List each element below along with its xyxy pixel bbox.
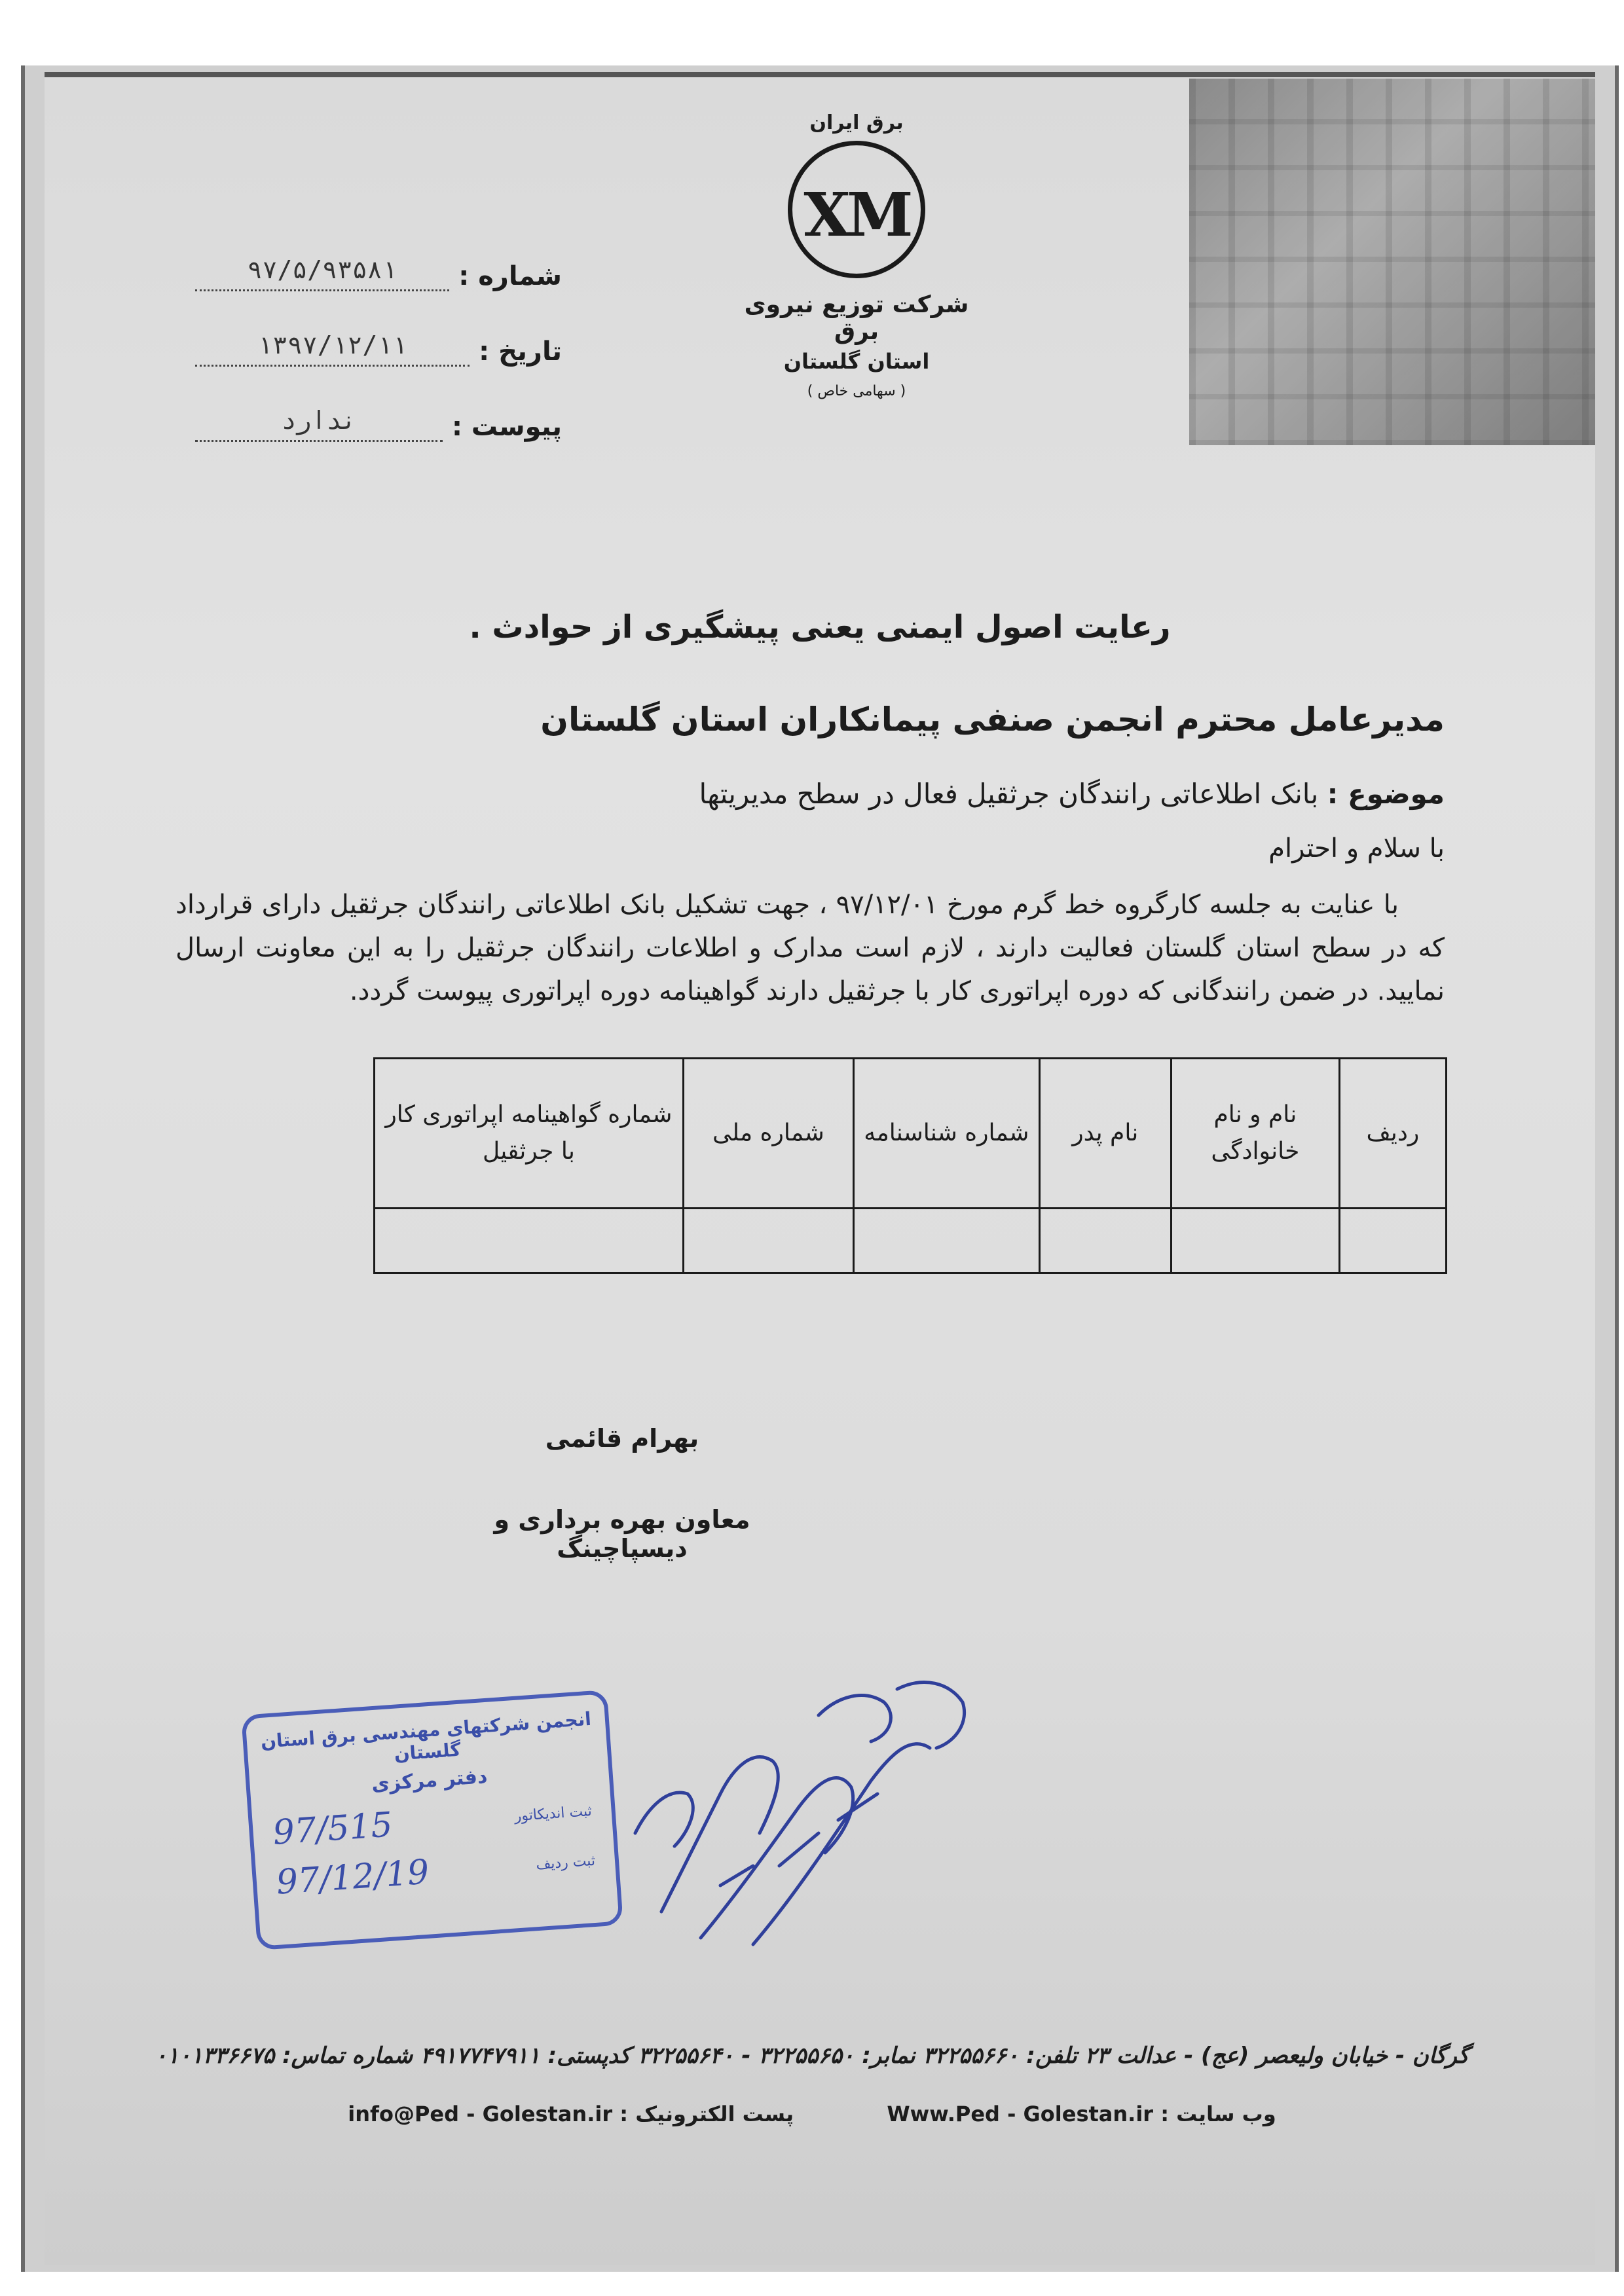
email-link[interactable]: info@Ped - Golestan.ir — [348, 2102, 613, 2126]
column-header-full-name: نام و نام خانوادگی — [1171, 1059, 1339, 1209]
meta-number-row — [195, 216, 562, 291]
company-name: شرکت توزیع نیروی برق — [744, 291, 969, 345]
safety-motto: رعایت اصول ایمنی یعنی پیشگیری از حوادث . — [469, 609, 1171, 646]
column-header-father-name: نام پدر — [1039, 1059, 1171, 1209]
column-header-birth-certificate: شماره شناسنامه — [853, 1059, 1039, 1209]
letter-body — [175, 701, 1445, 1013]
company-type: ( سهامی خاص ) — [807, 383, 906, 399]
table-cell — [683, 1209, 853, 1273]
building-photo — [1189, 79, 1595, 445]
column-header-operator-license: شماره گواهینامه اپراتوری کار با جرثقیل — [375, 1059, 684, 1209]
table-header-row — [375, 1059, 1447, 1209]
website-link[interactable]: Www.Ped - Golestan.ir — [887, 2102, 1154, 2126]
meta-attachment-row — [195, 367, 562, 442]
table-cell — [1339, 1209, 1446, 1273]
letter-footer — [0, 2043, 1624, 2126]
letter-meta — [195, 216, 562, 442]
salutation: با سلام و احترام — [1268, 833, 1445, 864]
receipt-stamp — [241, 1690, 623, 1950]
recipient: مدیرعامل محترم انجمن صنفی پیمانکاران استان گلستان — [540, 701, 1445, 738]
stamp-date-label: ثبت ردیف — [535, 1852, 596, 1873]
number-label: شماره : — [458, 261, 562, 291]
column-header-row-number: ردیف — [1339, 1059, 1446, 1209]
company-province: استان گلستان — [783, 349, 930, 374]
logo-mark: XM — [803, 179, 910, 250]
column-header-national-id: شماره ملی — [683, 1059, 853, 1209]
logo-caption: برق ایران — [809, 111, 904, 134]
body-paragraph: با عنایت به جلسه کارگروه خط گرم مورخ ۹۷/۱۲/۰۱ ، جهت تشکیل بانک اطلاعاتی رانندگان جرثقیل دارای قرارداد که در سطح استان گلستان فعالیت دارند ، لازم است مدارک و اطلاعات رانندگان جرثقیل را به این معاونت ارسال نمایید. در ضمن رانندگانی که دوره اپراتوری کار با جرثقیل دارند گواهینامه دوره اپراتوری پیوست گردد. — [175, 890, 1445, 1006]
subject-line — [175, 778, 1445, 810]
company-logo-block — [739, 111, 974, 399]
table-cell — [853, 1209, 1039, 1273]
attachment-label: پیوست : — [451, 412, 562, 442]
number-value: ۹۷/۵/۹۳۵۸۱ — [195, 255, 449, 291]
stamp-org: انجمن شرکتهای مهندسی برق استان گلستان — [259, 1707, 592, 1765]
subject-label: موضوع : — [1327, 778, 1445, 810]
date-label: تاریخ : — [479, 337, 562, 367]
table-cell — [1171, 1209, 1339, 1273]
website-label: وب سایت : — [1160, 2102, 1276, 2126]
attachment-value: ندارد — [195, 406, 443, 442]
table-cell — [1039, 1209, 1171, 1273]
stamp-office: دفتر مرکزی — [371, 1765, 489, 1796]
signer-title: معاون بهره برداری و دیسپاچینگ — [494, 1505, 750, 1563]
footer-web-line — [0, 2102, 1624, 2126]
signer-block — [426, 1424, 819, 1563]
top-border — [45, 72, 1595, 77]
subject-text: بانک اطلاعاتی رانندگان جرثقیل فعال در سطح مدیریتها — [699, 778, 1319, 810]
stamp-reg-label: ثبت اندیکاتور — [513, 1802, 593, 1825]
date-value: ۱۳۹۷/۱۲/۱۱ — [195, 331, 470, 367]
footer-address: گرگان - خیابان ولیعصر (عج) - عدالت ۲۳ تلفن: ۳۲۲۵۵۶۶۰ نمابر: ۳۲۲۵۵۶۵۰ - ۳۲۲۵۵۶۴۰ کدپستی: ۴۹۱۷۷۴۷۹۱۱ شماره تماس: ۰۱۰۱۳۳۶۶۷۵ — [155, 2043, 1469, 2069]
stamp-reg-value: 97/515 — [271, 1805, 394, 1853]
drivers-table — [373, 1057, 1447, 1274]
table-row — [375, 1209, 1447, 1273]
company-logo-icon — [788, 141, 925, 278]
signer-name: بهرام قائمی — [545, 1424, 699, 1453]
stamp-date-value: 97/12/19 — [275, 1852, 431, 1903]
handwritten-signature — [622, 1637, 989, 1977]
meta-date-row — [195, 291, 562, 367]
table-cell — [375, 1209, 684, 1273]
email-label: پست الکترونیک : — [619, 2102, 794, 2126]
